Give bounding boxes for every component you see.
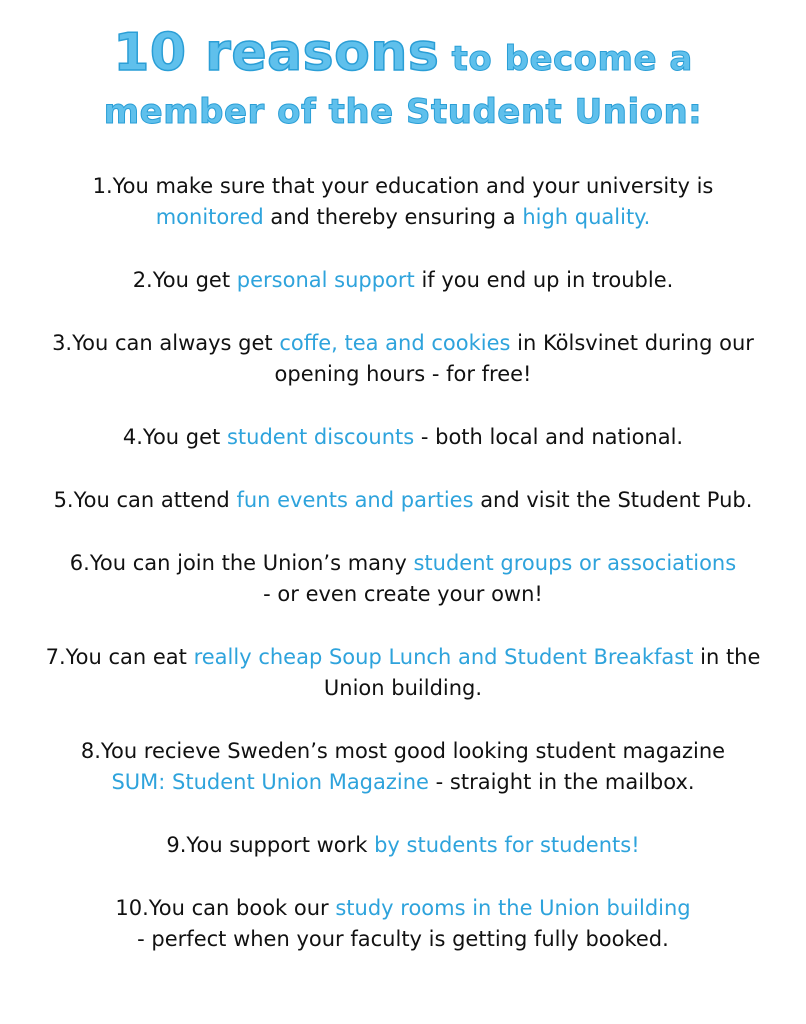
reason-line <box>40 422 766 453</box>
reason-text: 8.You recieve Sweden’s most good looking student magazine <box>80 739 726 764</box>
reason-highlight: SUM: Student Union Magazine <box>111 770 429 795</box>
reason-text: in Kölsvinet during our <box>510 331 754 356</box>
reason-line <box>40 548 766 579</box>
reasons-list <box>0 171 806 955</box>
reason-highlight: student discounts <box>226 425 415 450</box>
reason-text: if you end up in trouble. <box>414 268 674 293</box>
reason-text: 2.You get <box>132 268 237 293</box>
reason-highlight: really cheap Soup Lunch and Student Breakfast <box>193 645 694 670</box>
reason-line <box>40 579 766 610</box>
reason-line <box>40 171 766 202</box>
reason-3 <box>0 328 806 390</box>
reason-1 <box>0 171 806 233</box>
reason-highlight: fun events and parties <box>236 488 474 513</box>
reason-line <box>40 736 766 767</box>
reason-text: 7.You can eat <box>45 645 194 670</box>
reason-text: 4.You get <box>122 425 227 450</box>
reason-text: and thereby ensuring a <box>263 205 523 230</box>
reason-9 <box>0 830 806 861</box>
reason-text: 6.You can join the Union’s many <box>69 551 414 576</box>
reason-text: - both local and national. <box>414 425 684 450</box>
reason-text: 10.You can book our <box>115 896 336 921</box>
reason-line <box>40 924 766 955</box>
reason-text: - or even create your own! <box>263 582 543 607</box>
reason-line <box>40 673 766 704</box>
reason-text: 1.You make sure that your education and your university is <box>92 174 714 199</box>
reason-text: 3.You can always get <box>52 331 280 356</box>
reason-text: in the <box>693 645 761 670</box>
reason-line <box>40 485 766 516</box>
reason-text: 9.You support work <box>166 833 375 858</box>
reason-highlight: personal support <box>236 268 415 293</box>
reason-8 <box>0 736 806 798</box>
reason-10 <box>0 893 806 955</box>
reason-text: opening hours - for free! <box>274 362 532 387</box>
reason-text: and visit the Student Pub. <box>473 488 753 513</box>
reason-text: - straight in the mailbox. <box>428 770 695 795</box>
title-line-1 <box>0 22 806 84</box>
reason-2 <box>0 265 806 296</box>
reason-highlight: by students for students! <box>374 833 640 858</box>
reason-6 <box>0 548 806 610</box>
reason-line <box>40 893 766 924</box>
title-line-2: member of the Student Union: <box>103 92 703 133</box>
reason-highlight: student groups or associations <box>413 551 737 576</box>
reason-line <box>40 265 766 296</box>
reason-text: 5.You can attend <box>53 488 237 513</box>
reason-4 <box>0 422 806 453</box>
reason-highlight: high quality. <box>522 205 651 230</box>
title-emphasis: 10 reasons <box>113 23 440 83</box>
reason-line <box>40 830 766 861</box>
reason-line <box>40 328 766 359</box>
reason-line <box>40 642 766 673</box>
reason-highlight: study rooms in the Union building <box>335 896 691 921</box>
title-rest: to become a <box>439 39 693 79</box>
reason-text: Union building. <box>323 676 483 701</box>
poster-title <box>0 22 806 133</box>
reason-highlight: monitored <box>155 205 264 230</box>
reason-7 <box>0 642 806 704</box>
reason-line <box>40 202 766 233</box>
reason-highlight: coffe, tea and cookies <box>279 331 511 356</box>
reason-5 <box>0 485 806 516</box>
reason-text: - perfect when your faculty is getting fully booked. <box>137 927 669 952</box>
reason-line <box>40 767 766 798</box>
reason-line <box>40 359 766 390</box>
